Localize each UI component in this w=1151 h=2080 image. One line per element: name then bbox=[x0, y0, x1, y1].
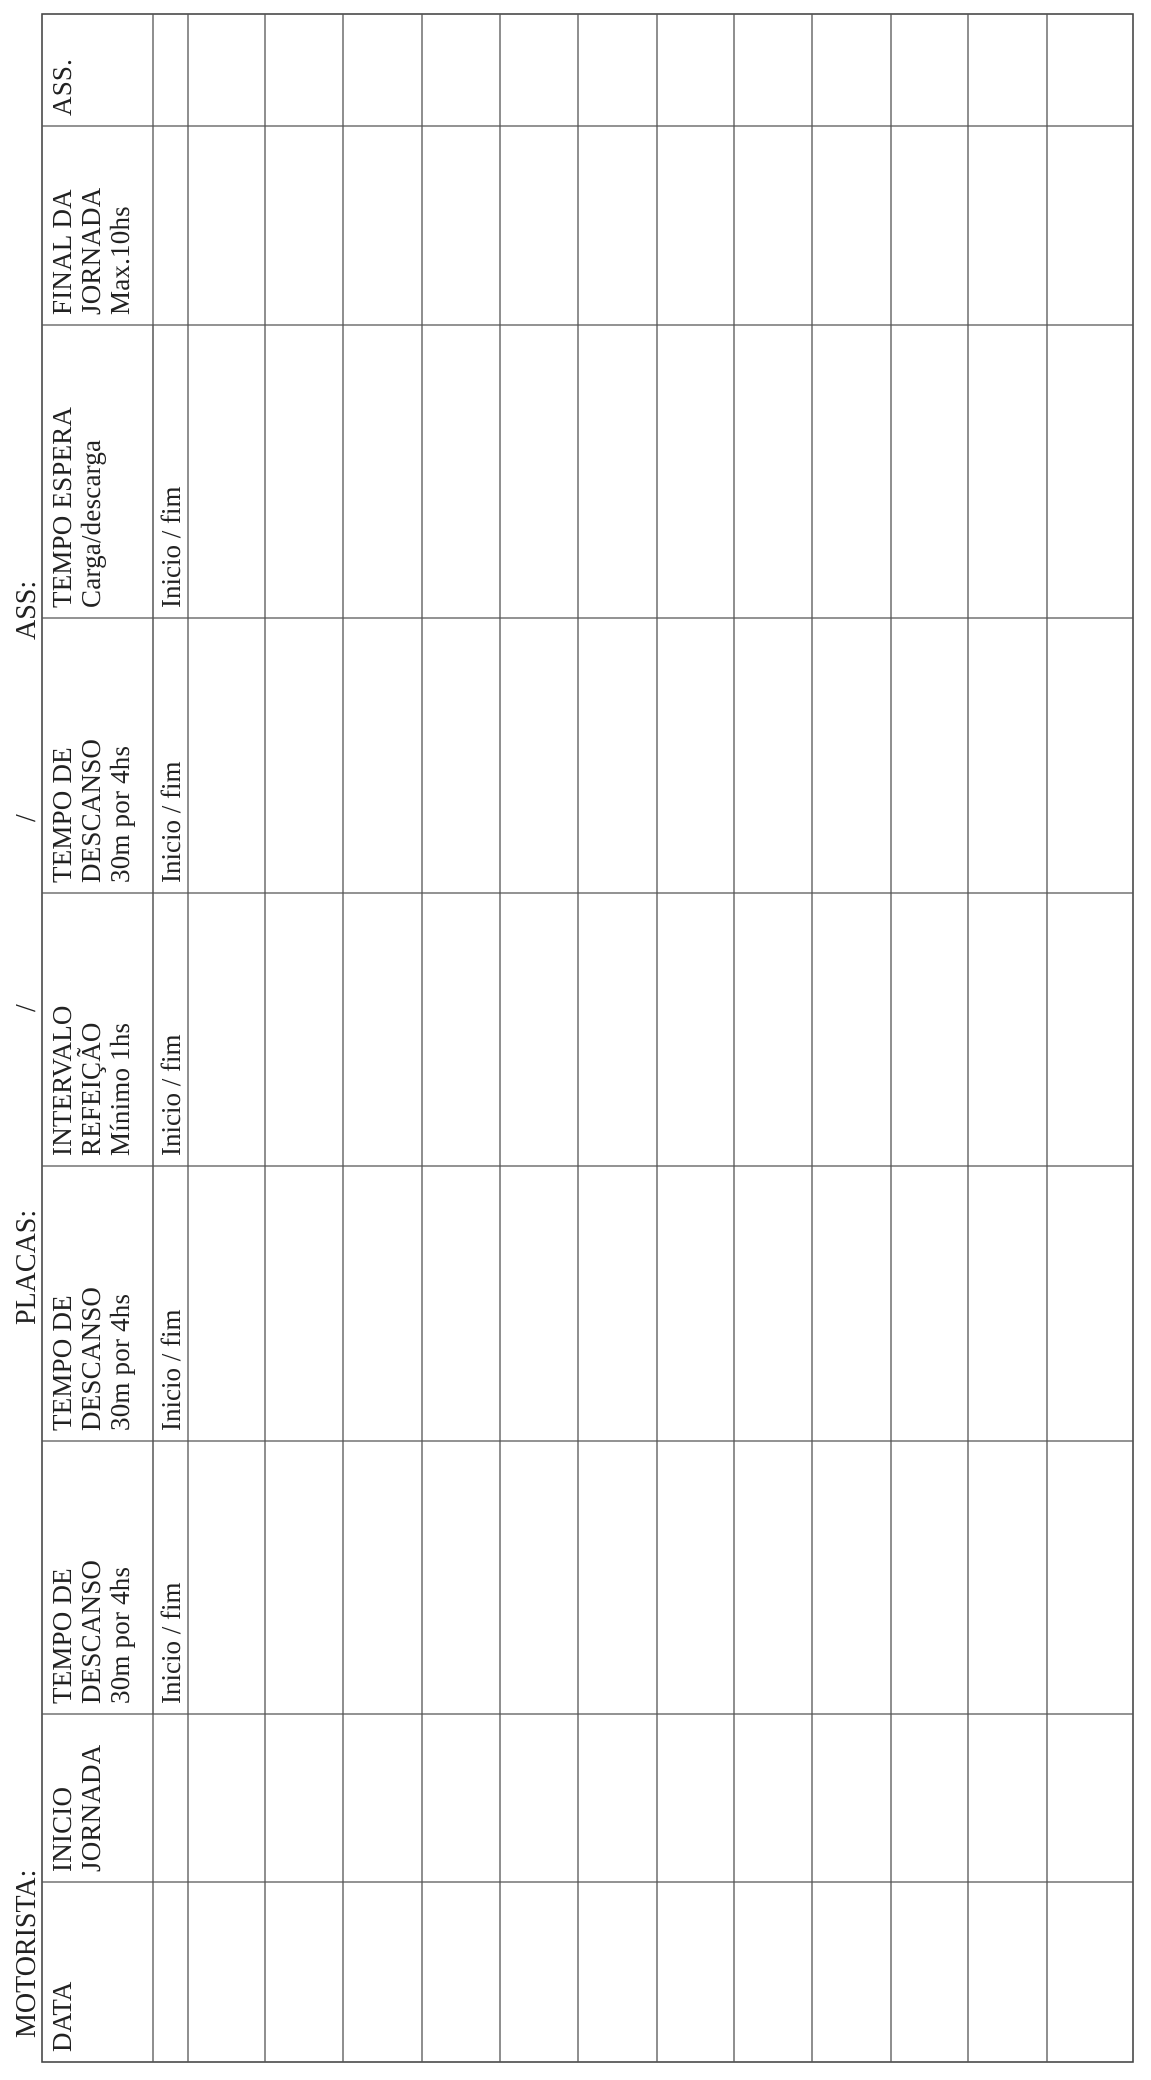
column-subheader-inicio-fim: Inicio / fim bbox=[156, 1582, 186, 1704]
column-header bbox=[48, 1005, 135, 1156]
column-header-line: Mínimo 1hs bbox=[105, 1022, 135, 1156]
column-header bbox=[48, 1981, 77, 2052]
column-header-line: 30m por 4hs bbox=[105, 1293, 135, 1431]
column-subheader-inicio-fim: Inicio / fim bbox=[156, 1309, 186, 1431]
table-border bbox=[42, 14, 1133, 2062]
column-header-line: 30m por 4hs bbox=[105, 1566, 135, 1704]
column-header-line: DESCANSO bbox=[76, 1559, 106, 1704]
column-header bbox=[48, 739, 135, 883]
column-subheader-inicio-fim: Inicio / fim bbox=[156, 761, 186, 883]
column-header bbox=[48, 59, 77, 116]
column-header-line: DESCANSO bbox=[76, 1286, 106, 1431]
column-header-line: ASS. bbox=[47, 58, 77, 116]
column-header-line: TEMPO ESPERA bbox=[47, 406, 77, 608]
motorista-label: MOTORISTA: bbox=[11, 1869, 42, 2038]
column-header-line: TEMPO DE bbox=[47, 1295, 77, 1431]
column-header-line: DATA bbox=[47, 1981, 77, 2052]
ass-label: ASS: bbox=[11, 580, 42, 640]
column-header-line: TEMPO DE bbox=[47, 1568, 77, 1704]
column-header-line: Max.10hs bbox=[105, 206, 135, 315]
column-header-line: JORNADA bbox=[76, 1744, 106, 1872]
column-header bbox=[48, 1287, 135, 1431]
column-header bbox=[48, 1560, 135, 1704]
column-header-line: TEMPO DE bbox=[47, 747, 77, 883]
column-header-line: DESCANSO bbox=[76, 738, 106, 883]
column-header-line: Carga/descarga bbox=[76, 439, 106, 608]
placas-label: PLACAS: bbox=[11, 1209, 42, 1325]
column-header-line: REFEIÇÃO bbox=[76, 1022, 106, 1156]
column-header-line: INTERVALO bbox=[47, 1005, 77, 1156]
column-header-line: JORNADA bbox=[76, 187, 106, 315]
column-header-line: INICIO bbox=[47, 1786, 77, 1872]
column-header-line: 30m por 4hs bbox=[105, 745, 135, 883]
date-slash-2: / bbox=[11, 814, 42, 822]
date-slash-1: / bbox=[11, 1004, 42, 1012]
column-header-line: FINAL DA bbox=[47, 189, 77, 315]
column-header bbox=[48, 407, 106, 608]
column-subheader-inicio-fim: Inicio / fim bbox=[156, 486, 186, 608]
column-header bbox=[48, 1745, 106, 1872]
column-header bbox=[48, 188, 135, 315]
column-subheader-inicio-fim: Inicio / fim bbox=[156, 1034, 186, 1156]
